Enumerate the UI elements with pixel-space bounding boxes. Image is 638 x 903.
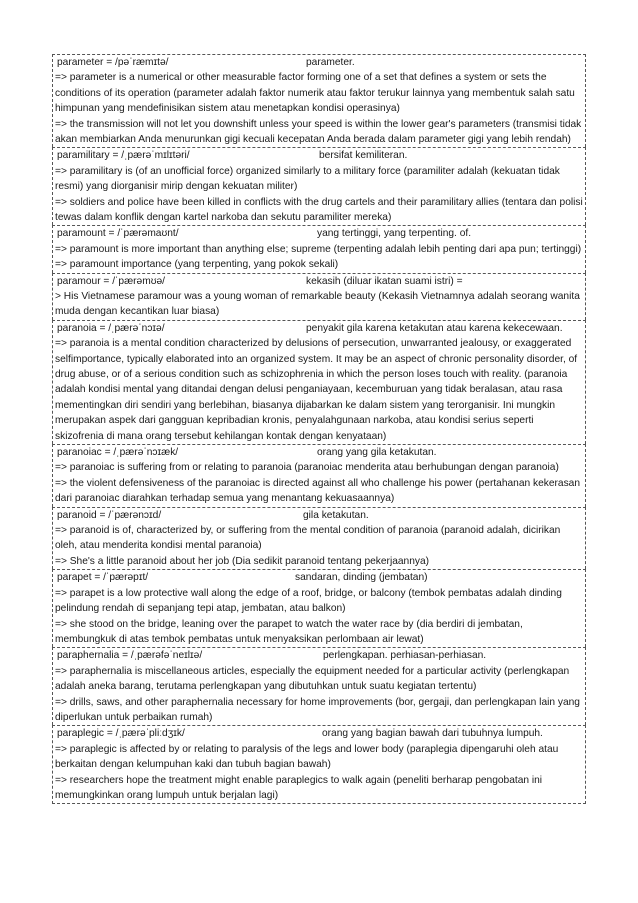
- entry-term: paranoid = /ˈpærənɔɪd/: [57, 509, 162, 521]
- entry-term: paramount = /ˈpærəmaʊnt/: [57, 228, 179, 240]
- entry-example-line: => drills, saws, and other paraphernalia necessary for home improvements (bor, gergaji, dan perlengkapan lain yang diperlukan untuk perbaikan rumah): [55, 696, 580, 723]
- entry-gloss: orang yang bagian bawah dari tubuhnya lumpuh.: [322, 728, 543, 740]
- entry-header: [55, 648, 583, 663]
- entry-example-line: => paraphernalia is miscellaneous articles, especially the equipment needed for a particular activity (perlengkapan adalah aneka barang, terutama perlengkapan yang dibutuhkan untuk suatu kegiatan tertentu): [55, 665, 570, 693]
- entry-term: paraplegic = /ˌpærəˈpliːdʒɪk/: [57, 728, 185, 740]
- entry-example-line: => parapet is a low protective wall along the edge of a roof, bridge, or balcony (tembok pembatas adalah dinding pelindung rendah di sepanjang tepi atap, jembatan, atau balkon): [55, 587, 562, 615]
- entry-term: paraphernalia = /ˌpærəfəˈneɪlɪə/: [57, 650, 203, 662]
- entry-term: paranoiac = /ˌpærəˈnɔɪæk/: [57, 447, 179, 459]
- entry-example-line: => she stood on the bridge, leaning over the parapet to watch the water race by (dia berdiri di jembatan, membungkuk di atas tembok pembatas untuk menyaksikan perlombaan air lewat): [55, 618, 523, 645]
- dictionary-entry: [52, 225, 586, 272]
- entry-header: [55, 55, 583, 70]
- entry-gloss: gila ketakutan.: [303, 509, 369, 521]
- entry-example-line: => the transmission will not let you downshift unless your speed is within the lower gear's parameters (transmisi tidak akan membiarkan Anda menurunkan gigi kecuali kecepatan Anda berada dalam parameter gigi yang lebih rendah): [55, 118, 582, 146]
- dictionary-entry: [52, 54, 586, 147]
- dictionary-page: [52, 54, 586, 804]
- dictionary-entry: [52, 273, 586, 320]
- dictionary-entry: [52, 444, 586, 507]
- entry-example-line: => parameter is a numerical or other measurable factor forming one of a set that defines a system or sets the conditions of its operation (parameter adalah faktor numerik atau faktor terukur lainnya yang membentuk salah satu himpunan yang mendefinisikan sistem atau menetapkan kondisi operasinya): [55, 72, 575, 115]
- entry-example-line: => paramount is more important than anything else; supreme (terpenting adalah lebih penting dari apa pun; tertinggi): [55, 243, 582, 255]
- entry-term: paranoia = /ˌpærəˈnɔɪə/: [57, 322, 165, 334]
- dictionary-entry: [52, 507, 586, 570]
- entry-gloss: sandaran, dinding (jembatan): [295, 572, 428, 584]
- entry-example-line: => researchers hope the treatment might enable paraplegics to walk again (peneliti berharap pengobatan ini memungkinkan orang lumpuh untuk berjalan lagi): [55, 774, 543, 801]
- dictionary-entry: [52, 725, 586, 804]
- entry-example-line: => paranoiac is suffering from or relating to paranoia (paranoiac menderita atau berhubungan dengan paranoia): [55, 462, 559, 474]
- entry-example-line: => soldiers and police have been killed in conflicts with the drug cartels and their paramilitary allies (tentara dan polisi tewas dalam konflik dengan kartel narkoba dan sekutu paramiliter mereka): [55, 196, 583, 224]
- entry-header: [55, 570, 583, 585]
- dictionary-entry: [52, 320, 586, 444]
- entry-gloss: parameter.: [306, 57, 355, 68]
- entry-header: [55, 508, 583, 523]
- entry-header: [55, 321, 583, 336]
- entry-header: [55, 274, 583, 289]
- entry-example-line: => paramount importance (yang terpenting, yang pokok sekali): [55, 259, 339, 271]
- entry-gloss: penyakit gila karena ketakutan atau karena kekecewaan.: [306, 322, 563, 334]
- entry-gloss: yang tertinggi, yang terpenting. of.: [317, 228, 472, 240]
- entry-term: parameter = /pəˈræmɪtə/: [57, 57, 169, 68]
- entry-example-line: => She's a little paranoid about her job (Dia sedikit paranoid tentang pekerjaannya): [55, 555, 430, 567]
- entry-header: [55, 726, 583, 741]
- entry-gloss: orang yang gila ketakutan.: [317, 447, 437, 459]
- entry-gloss: bersifat kemiliteran.: [319, 150, 408, 162]
- entry-term: paramilitary = /ˌpærəˈmɪlɪtəri/: [57, 150, 190, 162]
- entry-gloss: kekasih (diluar ikatan suami istri) =: [306, 275, 463, 287]
- entry-example-line: > His Vietnamese paramour was a young woman of remarkable beauty (Kekasih Vietnamnya adalah seorang wanita muda dengan kecantikan luar biasa): [55, 291, 580, 318]
- dictionary-entry: [52, 647, 586, 725]
- entry-example-line: => paramilitary is (of an unofficial force) organized similarly to a military force (paramiliter adalah (kekuatan tidak resmi) yang diorganisir mirip dengan kekuatan militer): [55, 165, 560, 193]
- entry-gloss: perlengkapan. perhiasan-perhiasan.: [323, 650, 487, 662]
- entry-example-line: => paranoia is a mental condition characterized by delusions of persecution, unwarranted jealousy, or exaggerated selfimportance, typically elaborated into an organized system. It may be an aspect of chronic personality disorder, of drug abuse, or of a serious condition such as schizophrenia in which the person loses touch with reality. (paranoia adalah kondisi mental yang ditandai dengan delusi penganiayaan, kecemburuan yang tidak beralasan, atau rasa mementingkan diri sendiri yang berlebihan, biasanya dijabarkan ke dalam sistem yang terorganisir. Ini mungkin merupakan aspek dari gangguan kepribadian kronis, penyalahgunaan narkoba, atau kondisi serius seperti skizofrenia di mana orang tersebut kehilangan kontak dengan kenyataan): [55, 338, 578, 442]
- entry-term: paramour = /ˈpærəmʊə/: [57, 275, 165, 287]
- entry-header: [55, 445, 583, 460]
- entry-term: parapet = /ˈpærəpɪt/: [57, 572, 149, 584]
- dictionary-entry: [52, 569, 586, 647]
- entry-example-line: => paraplegic is affected by or relating to paralysis of the legs and lower body (paraplegia dipengaruhi oleh atau berkaitan dengan kelumpuhan kaki dan tubuh bagian bawah): [55, 743, 559, 771]
- dictionary-entry: [52, 147, 586, 225]
- entry-header: [55, 226, 583, 241]
- entry-example-line: => the violent defensiveness of the paranoiac is directed against all who challenge his power (pertahanan kekerasan dari paranoiac diarahkan terhadap semua yang menantang kekuasaannya): [55, 477, 580, 505]
- entry-header: [55, 148, 583, 163]
- entry-example-line: => paranoid is of, characterized by, or suffering from the mental condition of paranoia (paranoid adalah, dicirikan oleh, atau menderita kondisi mental paranoia): [55, 525, 561, 552]
